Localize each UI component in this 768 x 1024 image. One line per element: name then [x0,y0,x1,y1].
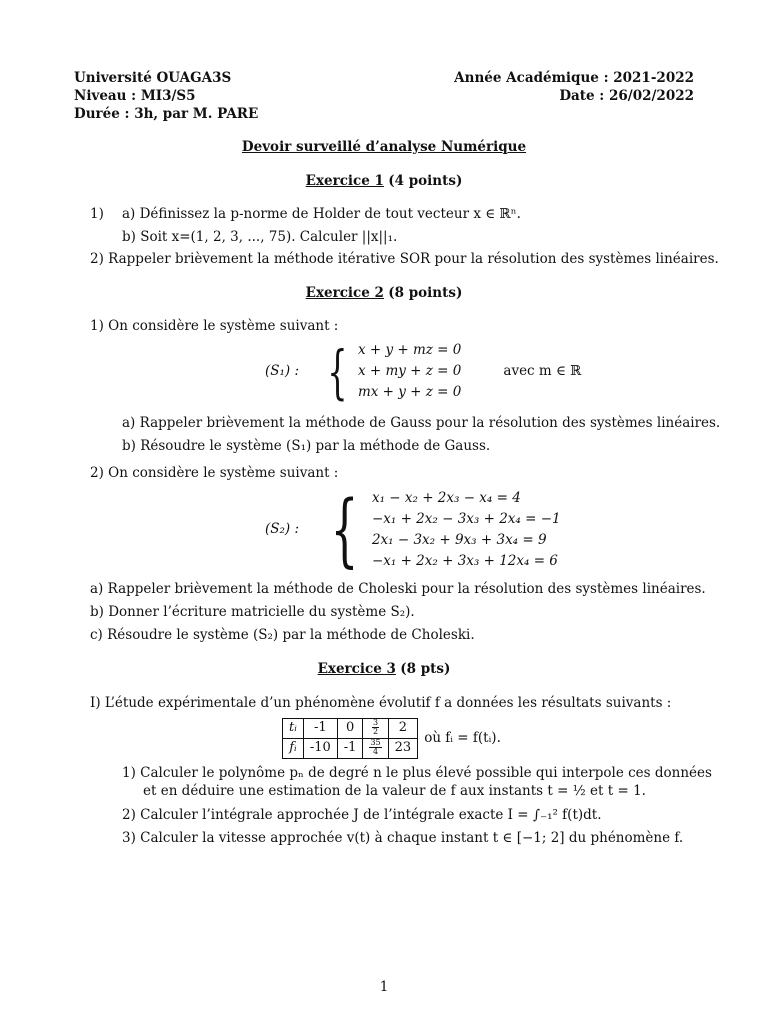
ex1-q1-number: 1) [90,206,104,222]
s1-label: (S₁) : [265,362,300,379]
exercise-1-points: (4 points) [388,173,463,189]
table-cell: -1 [303,719,337,739]
exercise-2-points: (8 points) [388,285,463,301]
s1-equation-3: mx + y + z = 0 [357,384,462,400]
s2-equation-3: 2x₁ − 3x₂ + 9x₃ + 3x₄ = 9 [371,532,547,548]
table-cell: fᵢ [283,738,304,758]
ex2-q2: 2) On considère le système suivant : [90,465,339,481]
s1-equation-1: x + y + mz = 0 [357,342,462,358]
ex1-q2: 2) Rappeler brièvement la méthode itérative SOR pour la résolution des systèmes linéaires. [90,251,719,267]
ex3-q1-line2: et en déduire une estimation de la valeur de f aux instants t = ½ et t = 1. [143,783,646,799]
exercise-3-points: (8 pts) [400,661,451,677]
table-row [283,719,418,739]
duration: Durée : 3h, par M. PARE [74,106,259,122]
university-name: Université OUAGA3S [74,70,232,86]
exercise-1-title: Exercice 1 [305,173,384,189]
ex2-q2b: b) Donner l’écriture matricielle du système S₂). [90,604,415,620]
table-cell: -1 [337,738,363,758]
s1-equations [358,340,461,403]
s2-equation-2: −x₁ + 2x₂ − 3x₃ + 2x₄ = −1 [371,511,561,527]
exercise-3-title: Exercice 3 [317,661,396,677]
data-table-block [282,718,501,759]
page-number: 1 [379,979,389,995]
table-cell [363,719,388,739]
table-row [283,738,418,758]
table-cell: 23 [388,738,418,758]
ex2-q2a: a) Rappeler brièvement la méthode de Choleski pour la résolution des systèmes linéaires. [90,581,706,597]
table-cell: tᵢ [283,719,304,739]
system-s1 [265,337,582,406]
table-note: où fᵢ = f(tᵢ). [424,729,501,746]
fraction [369,739,381,756]
table-cell: 2 [388,719,418,739]
s2-label: (S₂) : [265,521,300,538]
ex3-q3: 3) Calculer la vitesse approchée v(t) à chaque instant t ∈ [−1; 2] du phénomène f. [122,830,684,846]
ex2-q2c: c) Résoudre le système (S₂) par la méthode de Choleski. [90,627,475,643]
table-cell [363,738,388,758]
ex1-q1b: b) Soit x=(1, 2, 3, ..., 75). Calculer ||x||₁. [122,229,398,245]
level: Niveau : MI3/S5 [74,88,196,104]
fraction-denominator: 2 [373,727,379,736]
table-cell: -10 [303,738,337,758]
fraction-numerator: 3 [373,718,379,727]
system-s2 [265,483,561,576]
s1-equation-2: x + my + z = 0 [357,363,462,379]
ex2-q1b: b) Résoudre le système (S₁) par la méthode de Gauss. [122,438,491,454]
s2-equations [372,488,561,572]
ex3-q2: 2) Calculer l’intégrale approchée J de l’intégrale exacte I = ∫₋₁² f(t)dt. [122,807,602,823]
s1-note: avec m ∈ ℝ [503,362,582,379]
fraction-denominator: 4 [373,746,379,756]
s2-brace: { [330,483,359,576]
table-cell: 0 [337,719,363,739]
exam-date: Date : 26/02/2022 [559,88,694,104]
ex2-q1a: a) Rappeler brièvement la méthode de Gauss pour la résolution des systèmes linéaires. [122,415,721,431]
exercise-1-heading [0,172,768,192]
ex3-q1-line1: 1) Calculer le polynôme pₙ de degré n le plus élevé possible qui interpole ces données [122,765,712,781]
exam-title: Devoir surveillé d’analyse Numérique [241,139,527,155]
academic-year: Année Académique : 2021-2022 [454,70,694,86]
fraction-numerator: 35 [370,737,381,747]
ex2-q1: 1) On considère le système suivant : [90,318,339,334]
ex3-intro: I) L’étude expérimentale d’un phénomène évolutif f a données les résultats suivants : [90,695,672,711]
s2-equation-1: x₁ − x₂ + 2x₃ − x₄ = 4 [371,490,521,506]
data-table [282,718,418,759]
s1-brace: { [327,337,348,406]
s2-equation-4: −x₁ + 2x₂ + 3x₃ + 12x₄ = 6 [371,553,558,569]
exercise-2-title: Exercice 2 [305,285,384,301]
exercise-2-heading [0,284,768,304]
exercise-3-heading [0,660,768,680]
ex1-q1a: a) Définissez la p-norme de Holder de tout vecteur x ∈ ℝⁿ. [122,206,521,222]
fraction [372,719,379,736]
